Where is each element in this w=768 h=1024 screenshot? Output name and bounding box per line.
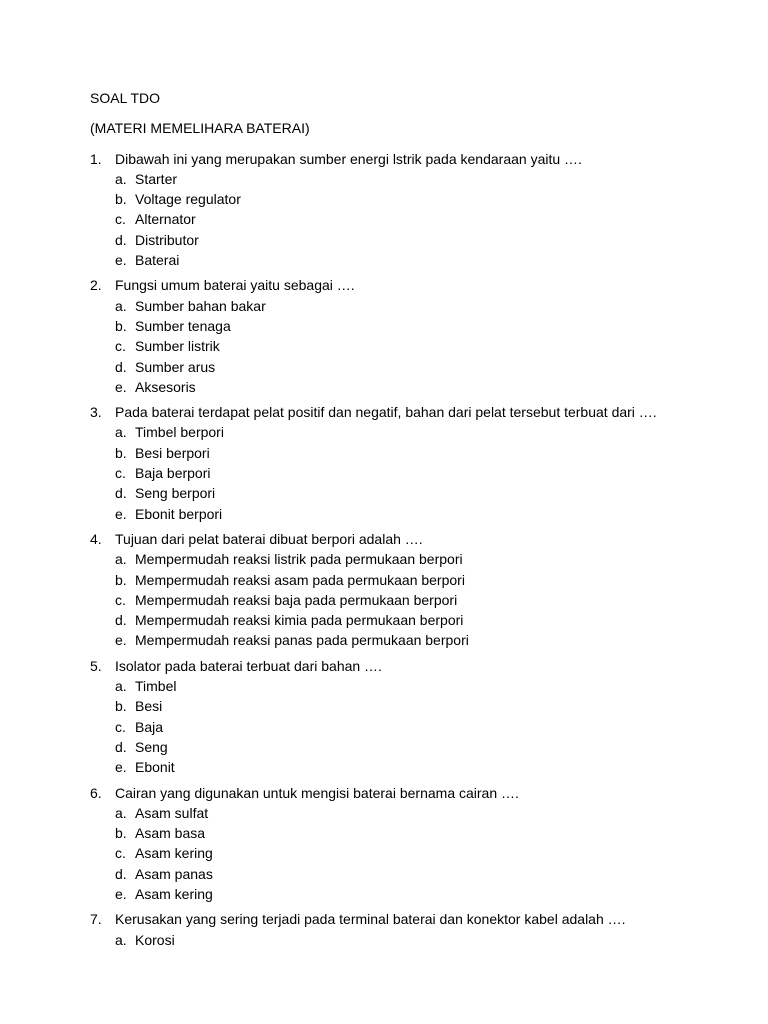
option-6-a-letter: a. (115, 804, 127, 821)
option-5-b-letter: b. (115, 698, 127, 715)
option-4-b-letter: b. (115, 571, 127, 588)
option-6-d-letter: d. (115, 865, 127, 882)
option-3-d-text: Seng berpori (135, 485, 216, 502)
question-1-option-d (115, 230, 690, 250)
question-6 (90, 783, 690, 905)
option-6-c-text: Asam kering (135, 845, 213, 862)
question-3-number: 3. (90, 404, 102, 421)
question-3 (90, 402, 690, 524)
document-body (90, 88, 690, 955)
question-2-option-b (115, 316, 690, 336)
option-5-d-letter: d. (115, 738, 127, 755)
option-6-b-letter: b. (115, 825, 127, 842)
question-2-options (90, 296, 690, 397)
question-6-option-a (115, 803, 690, 823)
question-4-text: Tujuan dari pelat baterai dibuat berpori adalah …. (115, 530, 423, 547)
question-6-option-e (115, 884, 690, 904)
option-1-c-text: Alternator (135, 211, 196, 228)
question-7-option-a (115, 930, 690, 950)
question-2 (90, 275, 690, 397)
option-6-a-text: Asam sulfat (135, 804, 209, 821)
question-5-option-a (115, 676, 690, 696)
question-4-option-e (115, 630, 690, 650)
question-2-option-c (115, 336, 690, 356)
question-6-number: 6. (90, 784, 102, 801)
question-1-option-e (115, 250, 690, 270)
question-7 (90, 909, 690, 950)
question-1 (90, 149, 690, 271)
option-3-b-text: Besi berpori (135, 444, 210, 461)
question-3-options (90, 422, 690, 523)
question-4-number: 4. (90, 530, 102, 547)
option-2-a-text: Sumber bahan bakar (135, 297, 266, 314)
question-3-option-a (115, 422, 690, 442)
option-3-c-letter: c. (115, 465, 126, 482)
option-2-b-text: Sumber tenaga (135, 317, 231, 334)
option-5-d-text: Seng (135, 738, 168, 755)
question-3-option-c (115, 463, 690, 483)
option-4-b-text: Mempermudah reaksi asam pada permukaan berpori (135, 571, 465, 588)
question-2-option-d (115, 357, 690, 377)
option-5-c-text: Baja (135, 718, 164, 735)
option-5-e-text: Ebonit (135, 759, 175, 776)
question-5-option-e (115, 757, 690, 777)
question-3-option-e (115, 504, 690, 524)
option-5-a-text: Timbel (135, 678, 177, 695)
question-6-option-d (115, 864, 690, 884)
option-2-c-text: Sumber listrik (135, 338, 220, 355)
question-7-options (90, 930, 690, 950)
question-2-option-a (115, 296, 690, 316)
option-6-e-letter: e. (115, 885, 127, 902)
document-title-1: SOAL TDO (90, 90, 161, 106)
option-4-a-text: Mempermudah reaksi listrik pada permukaan berpori (135, 551, 463, 568)
question-5-option-b (115, 696, 690, 716)
question-3-text: Pada baterai terdapat pelat positif dan negatif, bahan dari pelat tersebut terbuat dari …. (115, 404, 657, 421)
option-1-d-letter: d. (115, 231, 127, 248)
option-2-c-letter: c. (115, 338, 126, 355)
option-3-e-letter: e. (115, 505, 127, 522)
option-2-e-text: Aksesoris (135, 378, 196, 395)
option-1-e-letter: e. (115, 252, 127, 269)
question-1-number: 1. (90, 150, 102, 167)
option-4-d-letter: d. (115, 612, 127, 629)
document-title-2: (MATERI MEMELIHARA BATERAI) (90, 120, 310, 137)
option-4-c-letter: c. (115, 591, 126, 608)
question-1-text: Dibawah ini yang merupakan sumber energi lstrik pada kendaraan yaitu …. (115, 150, 582, 167)
question-3-option-d (115, 483, 690, 503)
option-3-b-letter: b. (115, 444, 127, 461)
option-1-a-text: Starter (135, 170, 178, 187)
option-3-e-text: Ebonit berpori (135, 505, 223, 522)
question-7-text: Kerusakan yang sering terjadi pada terminal baterai dan konektor kabel adalah …. (115, 911, 626, 928)
option-3-c-text: Baja berpori (135, 465, 211, 482)
option-2-d-text: Sumber arus (135, 358, 216, 375)
question-4-option-d (115, 610, 690, 630)
option-1-d-text: Distributor (135, 231, 199, 248)
question-6-text: Cairan yang digunakan untuk mengisi baterai bernama cairan …. (115, 784, 519, 801)
option-1-b-text: Voltage regulator (135, 191, 241, 208)
option-1-b-letter: b. (115, 191, 127, 208)
question-2-option-e (115, 377, 690, 397)
option-2-a-letter: a. (115, 297, 127, 314)
option-2-d-letter: d. (115, 358, 127, 375)
option-7-a-letter: a. (115, 931, 127, 948)
question-5-option-c (115, 717, 690, 737)
question-6-option-b (115, 823, 690, 843)
question-1-option-a (115, 169, 690, 189)
question-6-option-c (115, 843, 690, 863)
option-6-e-text: Asam kering (135, 885, 213, 902)
question-2-text: Fungsi umum baterai yaitu sebagai …. (115, 277, 355, 294)
option-7-a-text: Korosi (135, 931, 175, 948)
option-6-c-letter: c. (115, 845, 126, 862)
question-5-option-d (115, 737, 690, 757)
question-4-options (90, 549, 690, 650)
question-1-options (90, 169, 690, 270)
question-4 (90, 529, 690, 651)
option-4-c-text: Mempermudah reaksi baja pada permukaan berpori (135, 591, 458, 608)
question-6-options (90, 803, 690, 904)
question-1-option-c (115, 209, 690, 229)
option-4-e-letter: e. (115, 632, 127, 649)
question-2-number: 2. (90, 277, 102, 294)
option-1-a-letter: a. (115, 170, 127, 187)
question-5 (90, 656, 690, 778)
option-5-e-letter: e. (115, 759, 127, 776)
option-6-d-text: Asam panas (135, 865, 213, 882)
option-2-e-letter: e. (115, 378, 127, 395)
option-4-d-text: Mempermudah reaksi kimia pada permukaan berpori (135, 612, 464, 629)
option-3-d-letter: d. (115, 485, 127, 502)
question-1-option-b (115, 189, 690, 209)
option-5-a-letter: a. (115, 678, 127, 695)
question-5-number: 5. (90, 657, 102, 674)
option-5-c-letter: c. (115, 718, 126, 735)
question-5-options (90, 676, 690, 777)
option-1-e-text: Baterai (135, 252, 180, 269)
question-4-option-b (115, 570, 690, 590)
questions-list (90, 149, 690, 950)
option-4-a-letter: a. (115, 551, 127, 568)
option-2-b-letter: b. (115, 317, 127, 334)
question-5-text: Isolator pada baterai terbuat dari bahan …. (115, 657, 382, 674)
question-3-option-b (115, 443, 690, 463)
option-5-b-text: Besi (135, 698, 163, 715)
option-3-a-letter: a. (115, 424, 127, 441)
question-4-option-c (115, 590, 690, 610)
question-7-number: 7. (90, 911, 102, 928)
option-4-e-text: Mempermudah reaksi panas pada permukaan berpori (135, 632, 469, 649)
question-4-option-a (115, 549, 690, 569)
option-1-c-letter: c. (115, 211, 126, 228)
option-3-a-text: Timbel berpori (135, 424, 224, 441)
option-6-b-text: Asam basa (135, 825, 206, 842)
